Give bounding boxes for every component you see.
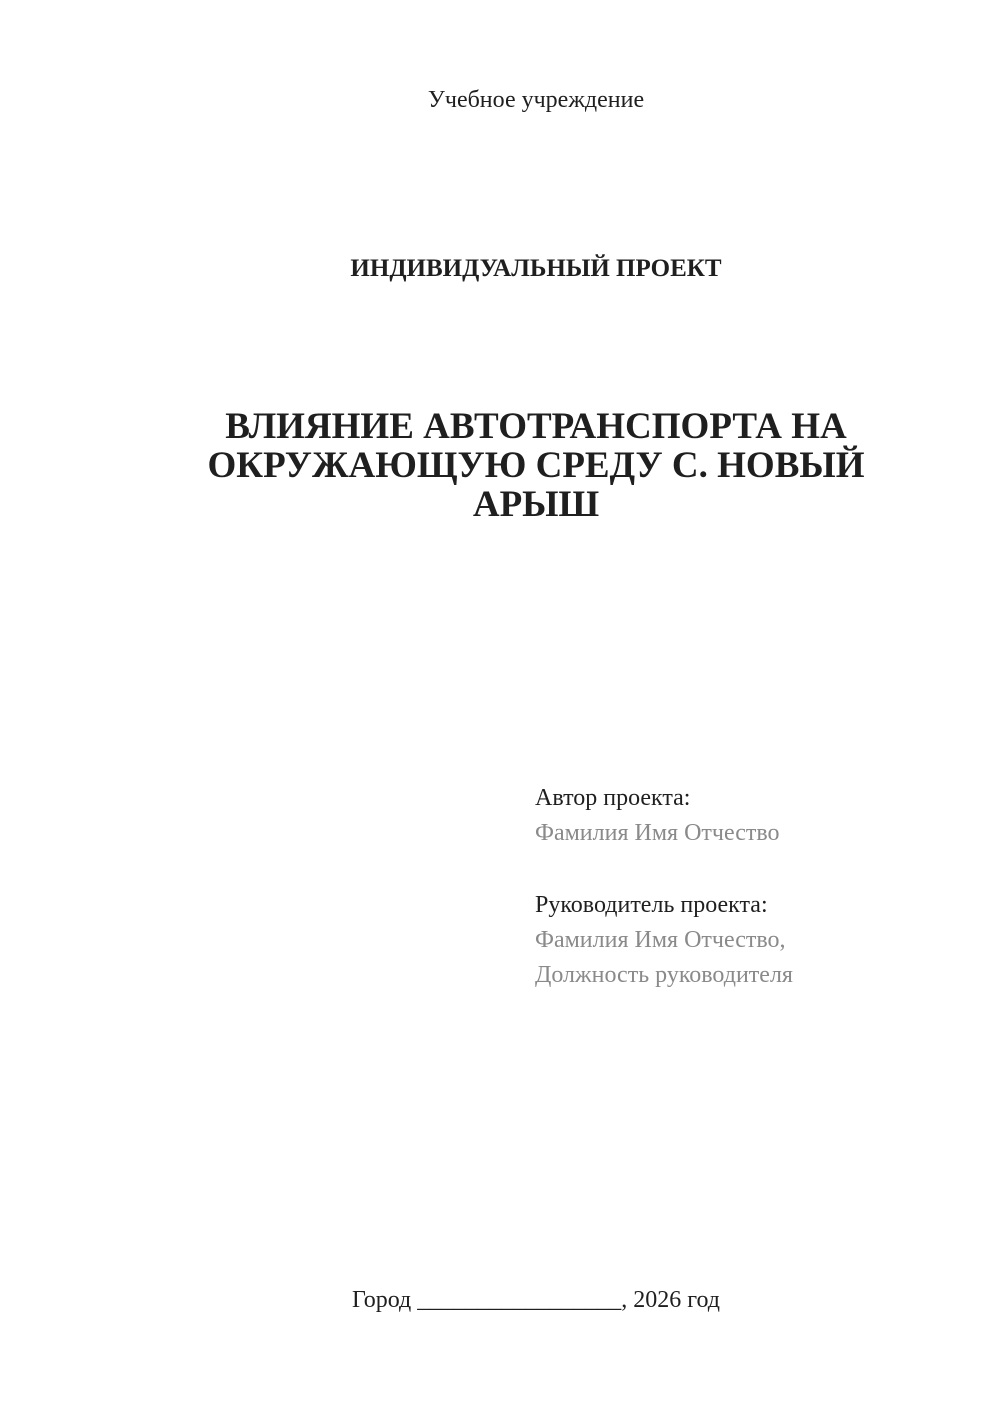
author-label: Автор проекта: [535, 785, 691, 811]
author-section [535, 781, 780, 851]
institution-name: Учебное учреждение [427, 87, 645, 113]
document-type-heading: ИНДИВИДУАЛЬНЫЙ ПРОЕКТ [350, 255, 722, 282]
supervisor-name-placeholder: Фамилия Имя Отчество, [535, 927, 786, 953]
city-year-line: Город _________________, 2026 год [351, 1287, 721, 1313]
supervisor-label: Руководитель проекта: [535, 892, 768, 918]
author-name-placeholder: Фамилия Имя Отчество [535, 820, 780, 846]
project-title: ВЛИЯНИЕ АВТОТРАНСПОРТА НА ОКРУЖАЮЩУЮ СРЕДУ С. НОВЫЙ АРЫШ [207, 406, 865, 525]
supervisor-position-placeholder: Должность руководителя [535, 962, 793, 988]
supervisor-section [535, 888, 793, 993]
